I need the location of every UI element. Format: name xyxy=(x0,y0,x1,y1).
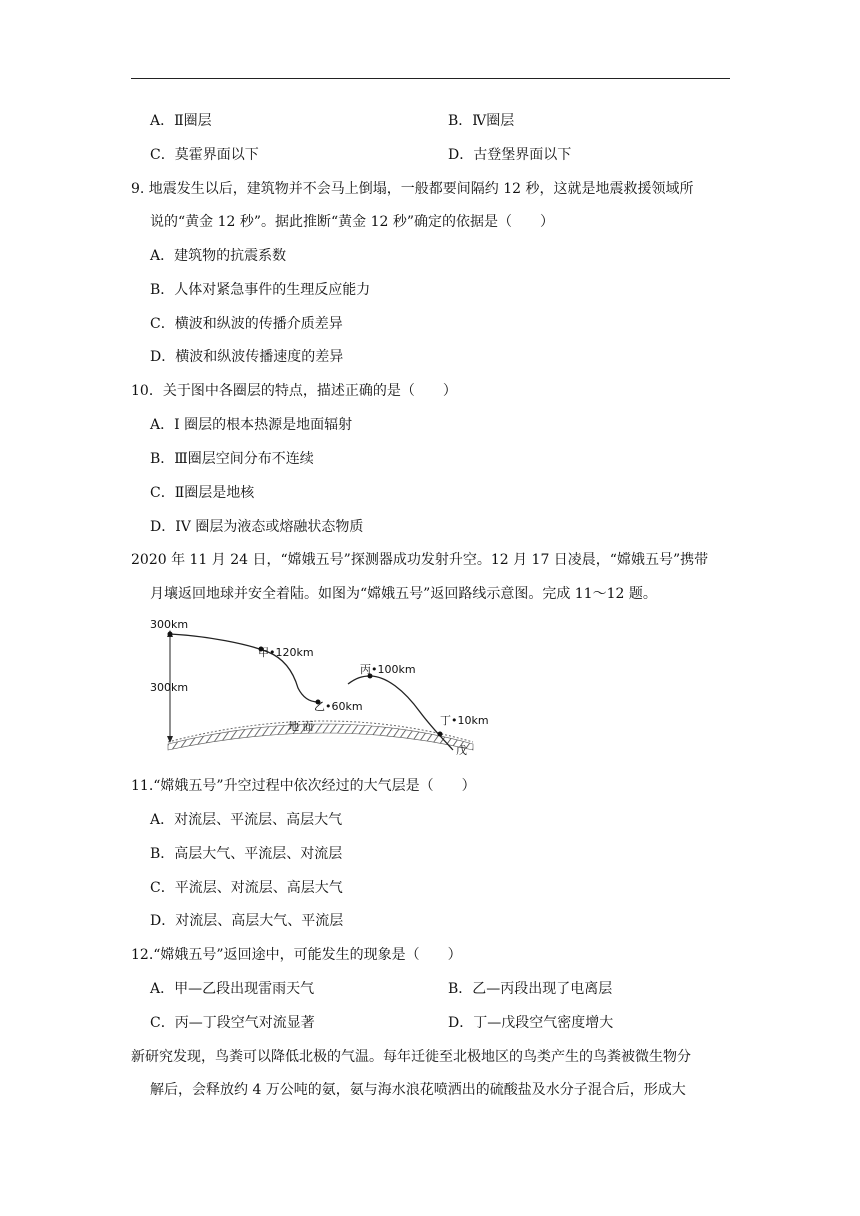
intro-line1: 2020 年 11 月 24 日，“嫦娥五号”探测器成功发射升空。12 月 17 日凌晨，“嫦娥五号”携带 xyxy=(131,552,709,568)
final-line2: 解后，会释放约 4 万公吨的氨，氨与海水浪花喷洒出的硫酸盐及水分子混合后，形成大 xyxy=(150,1082,686,1098)
q10-option-a: A．I 圈层的根本热源是地面辐射 xyxy=(150,417,353,433)
q9-stem-line2: 说的“黄金 12 秒”。据此推断“黄金 12 秒”确定的依据是（ ） xyxy=(150,214,555,230)
q11-option-a: A．对流层、平流层、高层大气 xyxy=(150,812,343,828)
label-top-alt: 300km xyxy=(150,618,189,631)
q10-option-c: C．Ⅱ圈层是地核 xyxy=(150,485,255,501)
label-side-alt: 300km xyxy=(150,681,189,694)
q9-option-a: A．建筑物的抗震系数 xyxy=(150,248,287,264)
label-bing: 丙•100km xyxy=(360,663,416,676)
q9-option-b: B．人体对紧急事件的生理反应能力 xyxy=(150,282,371,298)
label-wu: 戊 xyxy=(456,744,467,757)
q8-option-a: A．Ⅱ圈层 xyxy=(150,113,212,129)
q11-stem: 11.“嫦娥五号”升空过程中依次经过的大气层是（ ） xyxy=(131,778,476,794)
q9-option-d: D．横波和纵波传播速度的差异 xyxy=(150,349,344,365)
q8-option-d: D．古登堡界面以下 xyxy=(448,147,572,163)
q11-option-d: D．对流层、高层大气、平流层 xyxy=(150,913,344,929)
q12-option-c: C．丙—丁段空气对流显著 xyxy=(150,1015,315,1031)
q8-option-c: C．莫霍界面以下 xyxy=(150,147,259,163)
q12-option-b: B．乙—丙段出现了电离层 xyxy=(448,981,613,997)
q11-option-b: B．高层大气、平流层、对流层 xyxy=(150,846,343,862)
descent-path-1 xyxy=(170,634,318,702)
point-ding xyxy=(438,732,443,737)
label-ding: 丁•10km xyxy=(440,714,489,727)
q12-stem: 12.“嫦娥五号”返回途中，可能发生的现象是（ ） xyxy=(131,947,462,963)
label-jia: 甲•120km xyxy=(258,646,314,659)
q11-option-c: C．平流层、对流层、高层大气 xyxy=(150,880,343,896)
intro-line2: 月壤返回地球并安全着陆。如图为“嫦娥五号”返回路线示意图。完成 11～12 题。 xyxy=(150,586,657,602)
point-top xyxy=(168,632,173,637)
q10-option-d: D．IV 圈层为液态或熔融状态物质 xyxy=(150,519,364,535)
header-rule xyxy=(131,78,730,79)
q12-option-d: D．丁—戊段空气密度增大 xyxy=(448,1015,614,1031)
q10-option-b: B．Ⅲ圈层空间分布不连续 xyxy=(150,451,314,467)
q9-option-c: C．横波和纵波的传播介质差异 xyxy=(150,316,343,332)
q8-option-b: B．Ⅳ圈层 xyxy=(448,113,515,129)
q10-stem: 10．关于图中各圈层的特点，描述正确的是（ ） xyxy=(131,383,457,399)
ground-hatching xyxy=(168,724,473,750)
label-ground: 地 面 xyxy=(288,720,314,733)
final-line1: 新研究发现，鸟粪可以降低北极的气温。每年迁徙至北极地区的鸟类产生的鸟粪被微生物分 xyxy=(131,1049,691,1065)
q9-stem-line1: 9. 地震发生以后，建筑物并不会马上倒塌，一般都要间隔约 12 秒，这就是地震救援领域所 xyxy=(131,181,694,197)
return-path-figure xyxy=(148,616,508,758)
q12-option-a: A．甲—乙段出现雷雨天气 xyxy=(150,981,315,997)
label-yi: 乙•60km xyxy=(314,700,363,713)
